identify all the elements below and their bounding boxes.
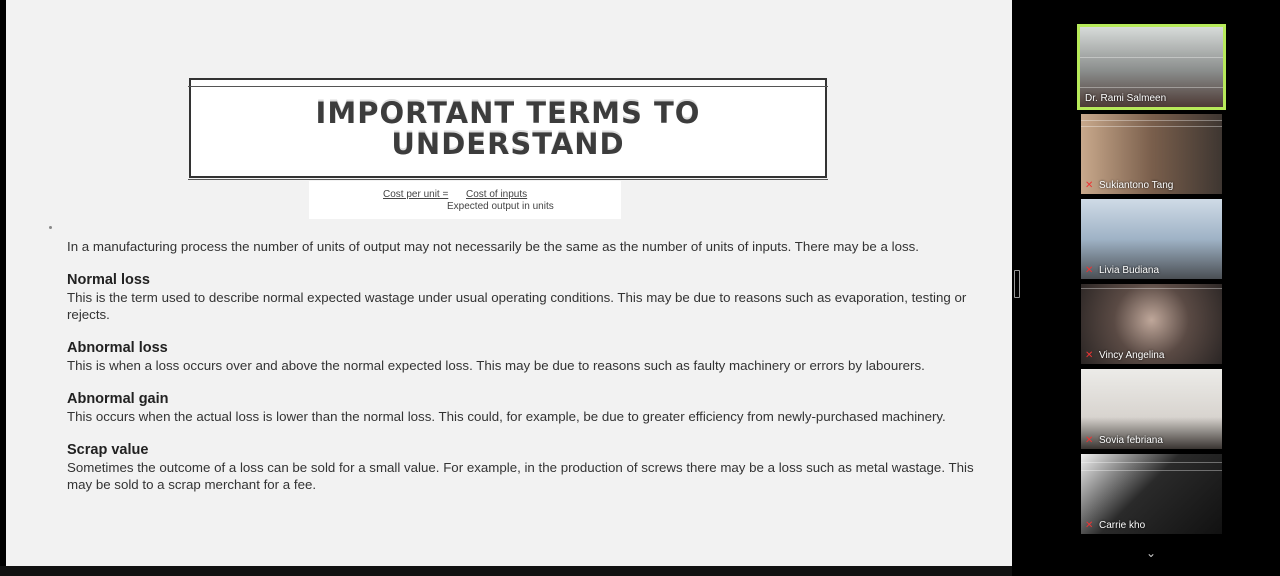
- participant-name: Dr. Rami Salmeen: [1085, 93, 1167, 104]
- term-text: This is the term used to describe normal expected wastage under usual operating conditions. This may be due to reasons such as evaporation, testing or rejects.: [67, 290, 967, 322]
- intro-text: In a manufacturing process the number of units of output may not necessarily be the same as the number of units of inputs. There may be a loss.: [67, 239, 919, 254]
- mic-muted-icon: ✕: [1085, 265, 1094, 276]
- formula-image: [309, 181, 621, 219]
- shared-slide: [6, 0, 1012, 566]
- term-text: This occurs when the actual loss is lower than the normal loss. This could, for example, be due to greater efficiency from newly-purchased machinery.: [67, 409, 946, 424]
- video-tile[interactable]: [1081, 369, 1222, 449]
- participant-name: Vincy Angelina: [1099, 350, 1165, 361]
- term-heading: Abnormal gain: [67, 391, 169, 407]
- video-tile[interactable]: [1081, 114, 1222, 194]
- video-tile[interactable]: [1081, 454, 1222, 534]
- participant-name: Sukiantono Tang: [1099, 180, 1174, 191]
- slide-content: [67, 238, 987, 493]
- formula-numerator: Cost of inputs: [466, 189, 528, 200]
- video-tile[interactable]: [1081, 284, 1222, 364]
- mic-muted-icon: ✕: [1085, 435, 1094, 446]
- bullet-dot: [49, 226, 52, 229]
- participant-name: Carrie kho: [1099, 520, 1146, 531]
- term-heading: Scrap value: [67, 442, 149, 458]
- participant-name: Livia Budiana: [1099, 265, 1160, 276]
- slide-bottom-bar: [0, 566, 1012, 576]
- slide-title: IMPORTANT TERMS TO UNDERSTAND: [315, 96, 701, 161]
- video-tile[interactable]: [1081, 199, 1222, 279]
- mic-muted-icon: ✕: [1085, 520, 1094, 531]
- term-text: This is when a loss occurs over and above the normal expected loss. This may be due to reasons such as faulty machinery or errors by labourers.: [67, 358, 925, 373]
- participant-name: Sovia febriana: [1099, 435, 1163, 446]
- formula-label: Cost per unit =: [383, 189, 449, 200]
- video-tile[interactable]: [1077, 24, 1226, 110]
- panel-resize-handle[interactable]: [1014, 270, 1020, 298]
- term-heading: Abnormal loss: [67, 340, 168, 356]
- formula-denominator: Expected output in units: [447, 201, 554, 212]
- chevron-down-icon[interactable]: ⌄: [1145, 546, 1157, 560]
- term-text: Sometimes the outcome of a loss can be sold for a small value. For example, in the production of screws there may be a loss such as metal wastage. This may be sold to a scrap merchant for a fee.: [67, 460, 974, 492]
- mic-muted-icon: ✕: [1085, 180, 1094, 191]
- title-box: [189, 78, 827, 178]
- mic-muted-icon: ✕: [1085, 350, 1094, 361]
- term-heading: Normal loss: [67, 272, 150, 288]
